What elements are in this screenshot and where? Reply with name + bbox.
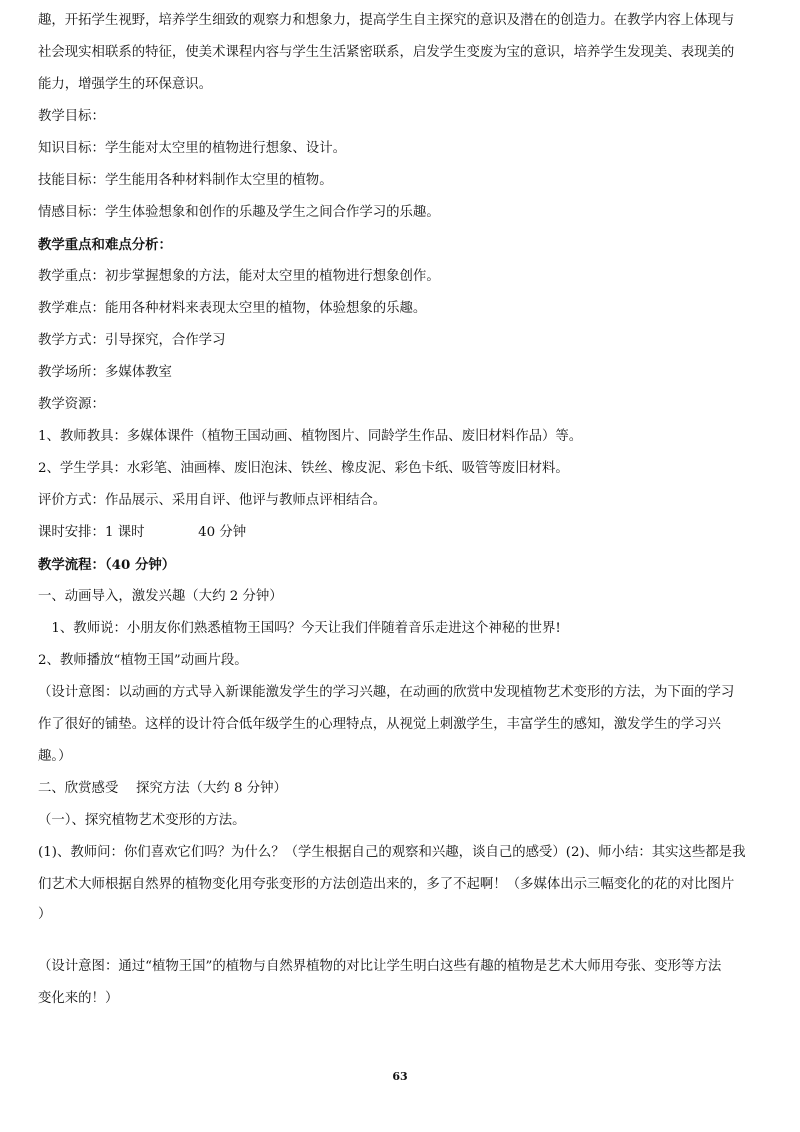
text-line: 知识目标：学生能对太空里的植物进行想象、设计。 [38, 141, 346, 156]
text-line: 们艺术大师根据自然界的植物变化用夸张变形的方法创造出来的，多了不起啊！（多媒体出示三幅变化的花的对比图片 [38, 877, 735, 892]
text-line: 社会现实相联系的特征，使美术课程内容与学生生活紧密联系，启发学生变废为宝的意识，培养学生发现美、表现美的 [38, 45, 735, 60]
text-line: 2、学生学具：水彩笔、油画棒、废旧泡沫、铁丝、橡皮泥、彩色卡纸、吸管等废旧材料。 [38, 461, 569, 476]
text-line: （设计意图：以动画的方式导入新课能激发学生的学习兴趣，在动画的欣赏中发现植物艺术变形的方法，为下面的学习 [38, 685, 735, 700]
text-line: 1、教师说：小朋友你们熟悉植物王国吗？今天让我们伴随着音乐走进这个神秘的世界! [38, 621, 561, 636]
section-heading: 教学流程：（40 分钟） [38, 557, 176, 573]
text-line: 评价方式：作品展示、采用自评、他评与教师点评相结合。 [38, 493, 387, 508]
text-line: 教学场所：多媒体教室 [38, 365, 172, 380]
text-line: 趣，开拓学生视野，培养学生细致的观察力和想象力，提高学生自主探究的意识及潜在的创造力。在教学内容上体现与 [38, 13, 735, 28]
text-line: 课时安排：1 课时 40 分钟 [38, 525, 247, 540]
text-line: 技能目标：学生能用各种材料制作太空里的植物。 [38, 173, 333, 188]
text-line: 变化来的！） [38, 991, 119, 1006]
text-line: 教学方式：引导探究，合作学习 [38, 333, 226, 348]
text-line: 二、欣赏感受 探究方法（大约 8 分钟） [38, 781, 287, 796]
section-heading: 教学重点和难点分析： [38, 237, 172, 253]
text-line: 能力，增强学生的环保意识。 [38, 77, 213, 92]
text-line: 2、教师播放“植物王国”动画片段。 [38, 653, 248, 668]
text-line: 教学难点：能用各种材料来表现太空里的植物，体验想象的乐趣。 [38, 301, 427, 316]
page-number: 63 [392, 1070, 408, 1083]
text-line: 教学重点：初步掌握想象的方法，能对太空里的植物进行想象创作。 [38, 269, 440, 284]
text-line: 教学目标： [38, 109, 105, 124]
text-line: (1)、教师问：你们喜欢它们吗？为什么？（学生根据自己的观察和兴趣，谈自己的感受）(2)、师小结：其实这些都是我 [38, 845, 746, 860]
text-line: 作了很好的铺垫。这样的设计符合低年级学生的心理特点，从视觉上刺激学生，丰富学生的感知，激发学生的学习兴 [38, 717, 721, 732]
text-line: ） [38, 907, 52, 922]
text-line: （一）、探究植物艺术变形的方法。 [38, 813, 246, 828]
text-line: 情感目标：学生体验想象和创作的乐趣及学生之间合作学习的乐趣。 [38, 205, 440, 220]
text-line: 趣。） [38, 749, 72, 764]
text-line: 一、动画导入，激发兴趣（大约 2 分钟） [38, 589, 283, 604]
text-line: 1、教师教具：多媒体课件（植物王国动画、植物图片、同龄学生作品、废旧材料作品）等。 [38, 429, 583, 444]
text-line: 教学资源： [38, 397, 105, 412]
text-line: （设计意图：通过“植物王国”的植物与自然界植物的对比让学生明白这些有趣的植物是艺术大师用夸张、变形等方法 [38, 959, 722, 974]
